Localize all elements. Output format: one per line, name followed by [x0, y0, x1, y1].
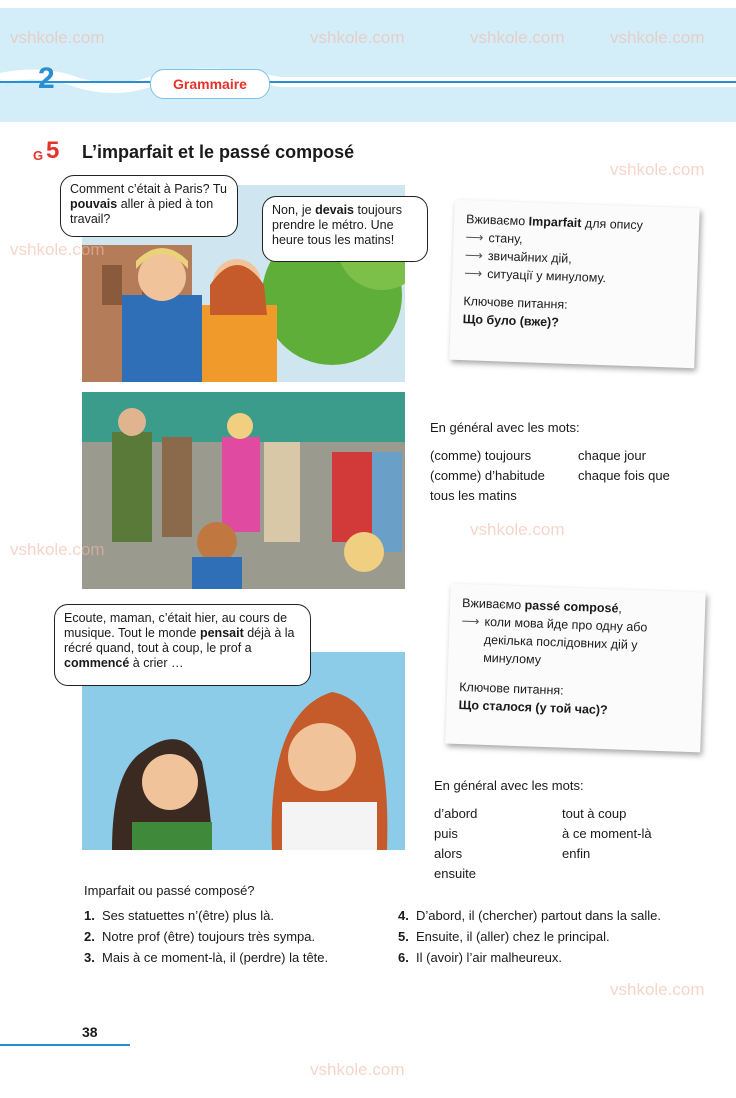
watermark: vshkole.com — [610, 980, 705, 999]
mot-item: d’abord — [434, 806, 478, 821]
bubble-bold-verb: pouvais — [70, 197, 118, 211]
footer-line — [0, 1044, 130, 1046]
exercise-left-column — [84, 905, 404, 968]
exercise-item: 4. D’abord, il (chercher) partout dans la salle. — [398, 908, 661, 923]
note-passe-compose — [445, 584, 705, 753]
note-item: ⟶ стану, — [465, 230, 523, 247]
watermark: vshkole.com — [10, 240, 105, 259]
comic-panel-2 — [82, 392, 405, 589]
mot-item: (comme) toujours — [430, 448, 532, 463]
note-imparfait — [449, 200, 699, 368]
exercise-item: 1. Ses statuettes n’(être) plus là. — [84, 908, 274, 923]
watermark: vshkole.com — [310, 28, 405, 47]
grammaire-tab[interactable]: Grammaire — [150, 69, 270, 99]
mots-heading: En général avec les mots: — [434, 778, 584, 793]
speech-bubble-right — [262, 196, 428, 262]
mot-item: à ce moment-là — [562, 826, 652, 841]
watermark: vshkole.com — [310, 1060, 405, 1079]
mots-heading: En général avec les mots: — [430, 420, 580, 435]
arrow-right-icon: ⟶ — [461, 613, 480, 629]
note-key-label: Ключове питання: — [463, 294, 568, 312]
bubble-text: Comment c’était à Paris? Tu — [70, 182, 228, 196]
bubble-text: déjà à la récré quand, tout à coup, le prof a — [64, 626, 295, 655]
mot-item: (comme) d’habitude — [430, 468, 545, 483]
speech-bubble-classroom — [54, 604, 311, 686]
mot-item: alors — [434, 846, 463, 861]
watermark: vshkole.com — [10, 540, 105, 559]
speech-bubble-left — [60, 175, 238, 237]
bubble-bold-verb: pensait — [199, 626, 244, 640]
mot-item: tout à coup — [562, 806, 627, 821]
exercise-item: 6. Il (avoir) l’air malheureux. — [398, 950, 562, 965]
arrow-right-icon: ⟶ — [464, 248, 484, 263]
bubble-text: Ecoute, maman, c’était hier, au cours de musique. Tout le monde — [64, 611, 288, 640]
exercise-item: 5. Ensuite, il (aller) chez le principal. — [398, 929, 610, 944]
watermark: vshkole.com — [610, 28, 705, 47]
mot-item: chaque fois que — [578, 468, 670, 483]
bubble-text: aller à pied à ton travail? — [70, 197, 214, 226]
mot-item: puis — [434, 826, 458, 841]
mot-item: ensuite — [434, 866, 476, 881]
exercise-title: Imparfait ou passé composé? — [84, 883, 255, 898]
bubble-bold-verb: commencé — [64, 656, 130, 670]
watermark: vshkole.com — [470, 28, 565, 47]
watermark: vshkole.com — [10, 28, 105, 47]
bubble-text: toujours prendre le métro. Une heure tous les matins! — [272, 203, 402, 247]
bubble-text: Non, je — [272, 203, 316, 217]
chapter-number: 2 — [38, 62, 55, 95]
exercise-item: 2. Notre prof (être) toujours très sympa. — [84, 929, 316, 944]
mot-item: tous les matins — [430, 488, 517, 503]
comic-panel-2-illustration — [82, 392, 405, 589]
arrow-right-icon: ⟶ — [464, 266, 483, 281]
bubble-text: à crier … — [129, 656, 184, 670]
note-key-question: Що сталося (у той час)? — [458, 697, 608, 718]
page-title: L’imparfait et le passé composé — [82, 142, 355, 162]
section-number: 5 — [46, 137, 60, 164]
note-key-question: Що було (вже)? — [462, 312, 560, 330]
page-number: 38 — [82, 1024, 98, 1040]
bubble-bold-verb: devais — [315, 203, 355, 217]
watermark: vshkole.com — [470, 520, 565, 539]
exercise-right-column — [398, 905, 728, 968]
mot-item: enfin — [562, 846, 591, 861]
mot-item: chaque jour — [578, 448, 646, 463]
watermark: vshkole.com — [610, 160, 705, 179]
mots-imparfait — [430, 418, 720, 506]
note-intro: Вживаємо passé composé, — [461, 596, 623, 616]
note-item: ⟶ ситуації у минулому. — [464, 266, 607, 286]
exercise-item: 3. Mais à ce moment-là, il (perdre) la tête. — [84, 950, 329, 965]
note-item: ⟶ коли мова йде про одну або декілька послідовних дій у минулому — [461, 613, 648, 667]
mots-passe-compose — [434, 776, 724, 884]
arrow-right-icon: ⟶ — [465, 230, 484, 245]
grammar-label: G — [33, 148, 44, 163]
note-item: ⟶ звичайних дій, — [464, 248, 572, 266]
note-key-label: Ключове питання: — [459, 679, 564, 698]
header-wave — [0, 40, 736, 110]
note-intro: Вживаємо Imparfait для опису — [465, 212, 644, 233]
